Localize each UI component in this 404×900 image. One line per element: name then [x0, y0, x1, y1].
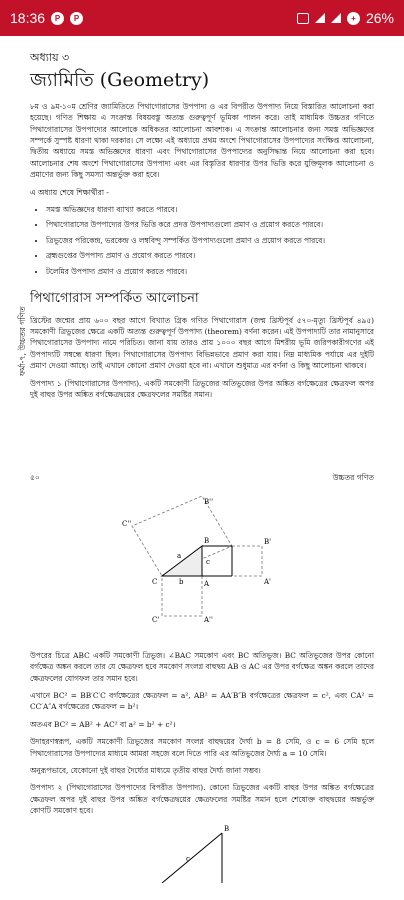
- page-number: ৫০: [30, 473, 40, 483]
- triangle-figure: [142, 823, 262, 883]
- label-Ap: A': [264, 577, 271, 586]
- equation-2: অতএব BC² = AB² + AC² বা a² = b² + c²।: [30, 719, 176, 729]
- objective-item: • সমস্ত অভিজ্ঞদের ধারণা ব্যাখ্যা করতে পারবে।: [46, 204, 374, 215]
- pythagoras-figure: [122, 496, 282, 636]
- label-B2: B: [224, 824, 230, 833]
- intro-paragraph: ৮ম ও ৯ম-১০ম শ্রেণির জ্যামিতিতে পিথাগোরাসের উপপাদ্য ও এর বিপরীত উপপাদ্য নিয়ে বিস্তারিত আলোচনা করা হয়েছে। গণিত শিক্ষায় এ সংক্রান্ত বিষয়বস্তু অত্যন্ত গুরুত্বপূর্ণ ভূমিকা পালন করে। তাই মাধ্যমিক উচ্চতর গণিতে পিথাগোরাসের উপপাদ্যের আলোকে অধিকতর আলোচনা আবশ্যক। এ সংক্রান্ত আলোচনার জন্য সমস্ত অভিজ্ঞদের সম্পর্কে সুস্পষ্ট ধারণা থাকা দরকার। সে লক্ষ্যে এই অধ্যায়ে প্রথম অংশে পিথাগোরাসের উপপাদ্যের সংক্ষিপ্ত আলোচনা, দ্বিতীয় অধ্যায়ে সমস্ত অভিজ্ঞদের ধারণা এবং পিথাগোরাসের উপপাদ্যের অনুসিদ্ধান্ত নিয়ে আলোচনা করা হবে। আলোচনার শেষ অংশে পিথাগোরাসের উপপাদ্য এবং এর বিস্তৃতির ধারণার উপর ভিত্তি করে যুক্তিমূলক আলোচনা ও প্রমাণের জন্য কিছু সমস্যা অন্তর্ভুক্ত করা হবে।: [30, 101, 374, 180]
- label-a: a: [177, 551, 182, 560]
- label-c2: c: [186, 854, 190, 863]
- chapter-label: অধ্যায় ৩: [30, 51, 70, 64]
- label-B: B: [204, 536, 210, 545]
- paragraph-3: উদাহরণস্বরূপ, একটি সমকোণী ত্রিভুজের সমকোণ সংলগ্ন বাহুদ্বয়ের দৈর্ঘ্য b = 8 সেমি, ও c = 6 সেমি হলে পিথাগোরাসের উপপাদ্যের মাধ্যমে আমরা সহজে বলে দিতে পারি এর অতিভুজের দৈর্ঘ্য a = 10 সেমি।: [30, 737, 374, 758]
- side-margin-note: ফর্মা-৭, উচ্চতর গণিত: [18, 306, 27, 376]
- signal-icon: [331, 13, 341, 23]
- status-bar: [0, 0, 404, 36]
- objective-item: • ত্রিভুজের পরিকেন্দ্র, ভরকেন্দ্র ও লম্ববিন্দু সম্পর্কিত উপপাদ্যগুলো প্রমাণ ও প্রয়োগ করতে পারবে।: [46, 235, 374, 246]
- theorem-2: উপপাদ্য ২ (পিথাগোরাসের উপপাদ্যের বিপরীত উপপাদ্য). কোনো ত্রিভুজের একটি বাহুর উপর অঙ্কিত বর্গক্ষেত্রের ক্ষেত্রফল অপর দুই বাহুর উপর অঙ্কিত বর্গক্ষেত্রদ্বয়ের ক্ষেত্রফলের সমষ্টির সমান হলে শেষোক্ত বাহুদ্বয়ের অন্তর্ভুক্ত কোণটি সমকোণ হবে।: [30, 783, 374, 816]
- page-footer: [30, 472, 374, 483]
- screenshot-icon: [297, 13, 309, 24]
- label-A: A: [204, 579, 210, 588]
- battery-level: 26%: [365, 10, 394, 26]
- label-App: A'': [204, 615, 213, 624]
- objectives-list: [30, 204, 374, 277]
- chapter-title: জ্যামিতি (Geometry): [30, 69, 210, 92]
- battery-saver-icon: +: [347, 12, 360, 25]
- objectives-intro: এ অধ্যায় শেষে শিক্ষার্থীরা -: [30, 187, 109, 197]
- label-c: c: [206, 557, 210, 566]
- label-Bp: B': [264, 537, 272, 546]
- notification-icon: P: [51, 12, 64, 25]
- label-Bpp: B'': [204, 497, 213, 506]
- document-page[interactable]: [0, 36, 404, 900]
- notification-icon-2: P: [70, 12, 83, 25]
- theorem-1: উপপাদ্য ১ (পিথাগোরাসের উপপাদ্য). একটি সমকোণী ত্রিভুজের অতিভুজের উপর অঙ্কিত বর্গক্ষেত্রের ক্ষেত্রফল অপর দুই বাহুর উপর অঙ্কিত বর্গক্ষেত্রদ্বয়ের ক্ষেত্রফলের সমষ্টির সমান।: [30, 378, 374, 399]
- label-Cp: C': [152, 615, 160, 624]
- label-Cpp: C'': [122, 519, 132, 528]
- paragraph-2: উপরের চিত্রে ABC একটি সমকোণী ত্রিভুজ। ∠BAC সমকোণ এবং BC অতিভুজ। BC অতিভুজের উপর কোনো বর্গক্ষেত্র অঙ্কন করলে তার যে ক্ষেত্রফল হবে সমকোণ সংলগ্ন বাহুদ্বয় AB ও AC এর উপর বর্গক্ষেত্র অঙ্কন করলে তাদের ক্ষেত্রফলের যোগফল তার সমান হবে।: [30, 650, 374, 683]
- section-paragraph: খ্রিস্টের জন্মের প্রায় ৬০০ বছর আগে বিখ্যাত গ্রিক গণিত পিথাগোরাস (জন্ম খ্রিস্টপূর্ব ৫৭০-মৃত্যু খ্রিস্টপূর্ব ৪৯৫) সমকোণী ত্রিভুজের ক্ষেত্রে একটি অত্যন্ত গুরুত্বপূর্ণ উপপাদ্য (theorem) বর্ণনা করেন। এই উপপাদ্যটি তার নামানুসারে পিথাগোরাসের উপপাদ্য নামে পরিচিত। জানা যায় তারও প্রায় ১০০০ বছর আগে মিশরীয় ভূমি জরিপকারীগণের এই উপপাদ্যটি সম্বন্ধে ধারণা ছিল। পিথাগোরাসের উপপাদ্য বিভিন্নভাবে প্রমাণ করা যায়। নিম্ন মাধ্যমিক পর্যায়ে এর দুইটি প্রমাণ দেওয়া আছে। তাই এখানে কোনো প্রমাণ দেওয়া হবে না। এখানে শুধুমাত্র এর বর্ণনা ও কিছু আলোচনা থাকবে।: [30, 315, 374, 371]
- label-b: b: [179, 577, 184, 586]
- paragraph-4: অনুরূপভাবে, যেকোনো দুই বাহুর দৈর্ঘ্যের মাধ্যমে তৃতীয় বাহুর দৈর্ঘ্য জানা সম্ভব।: [30, 766, 261, 775]
- status-time: 18:36: [10, 10, 46, 26]
- objective-item: • পিথাগোরাসের উপপাদ্যের উপর ভিত্তি করে প্রদত্ত উপপাদ্যগুলো প্রমাণ ও প্রয়োগ করতে পারবে।: [46, 219, 374, 230]
- wifi-icon: [315, 13, 325, 23]
- objective-item: • টলেমির উপপাদ্য প্রমাণ ও প্রয়োগ করতে পারবে।: [46, 266, 374, 277]
- page-running-head: উচ্চতর গণিত: [332, 473, 374, 483]
- equation-1: এখানে BC² = BB′C′C বর্গক্ষেত্রের ক্ষেত্রফল = a², AB² = AA′B″B বর্গক্ষেত্রের ক্ষেত্রফল = c², এবং CA² = CC′A″A বর্গক্ষেত্রের ক্ষেত্রফল = b²।: [30, 690, 374, 712]
- label-C: C: [152, 577, 158, 586]
- section-heading: পিথাগোরাস সম্পর্কিত আলোচনা: [30, 291, 199, 307]
- objective-item: • ব্রহ্মগুপ্তের উপপাদ্য প্রমাণ ও প্রয়োগ করতে পারবে।: [46, 250, 374, 261]
